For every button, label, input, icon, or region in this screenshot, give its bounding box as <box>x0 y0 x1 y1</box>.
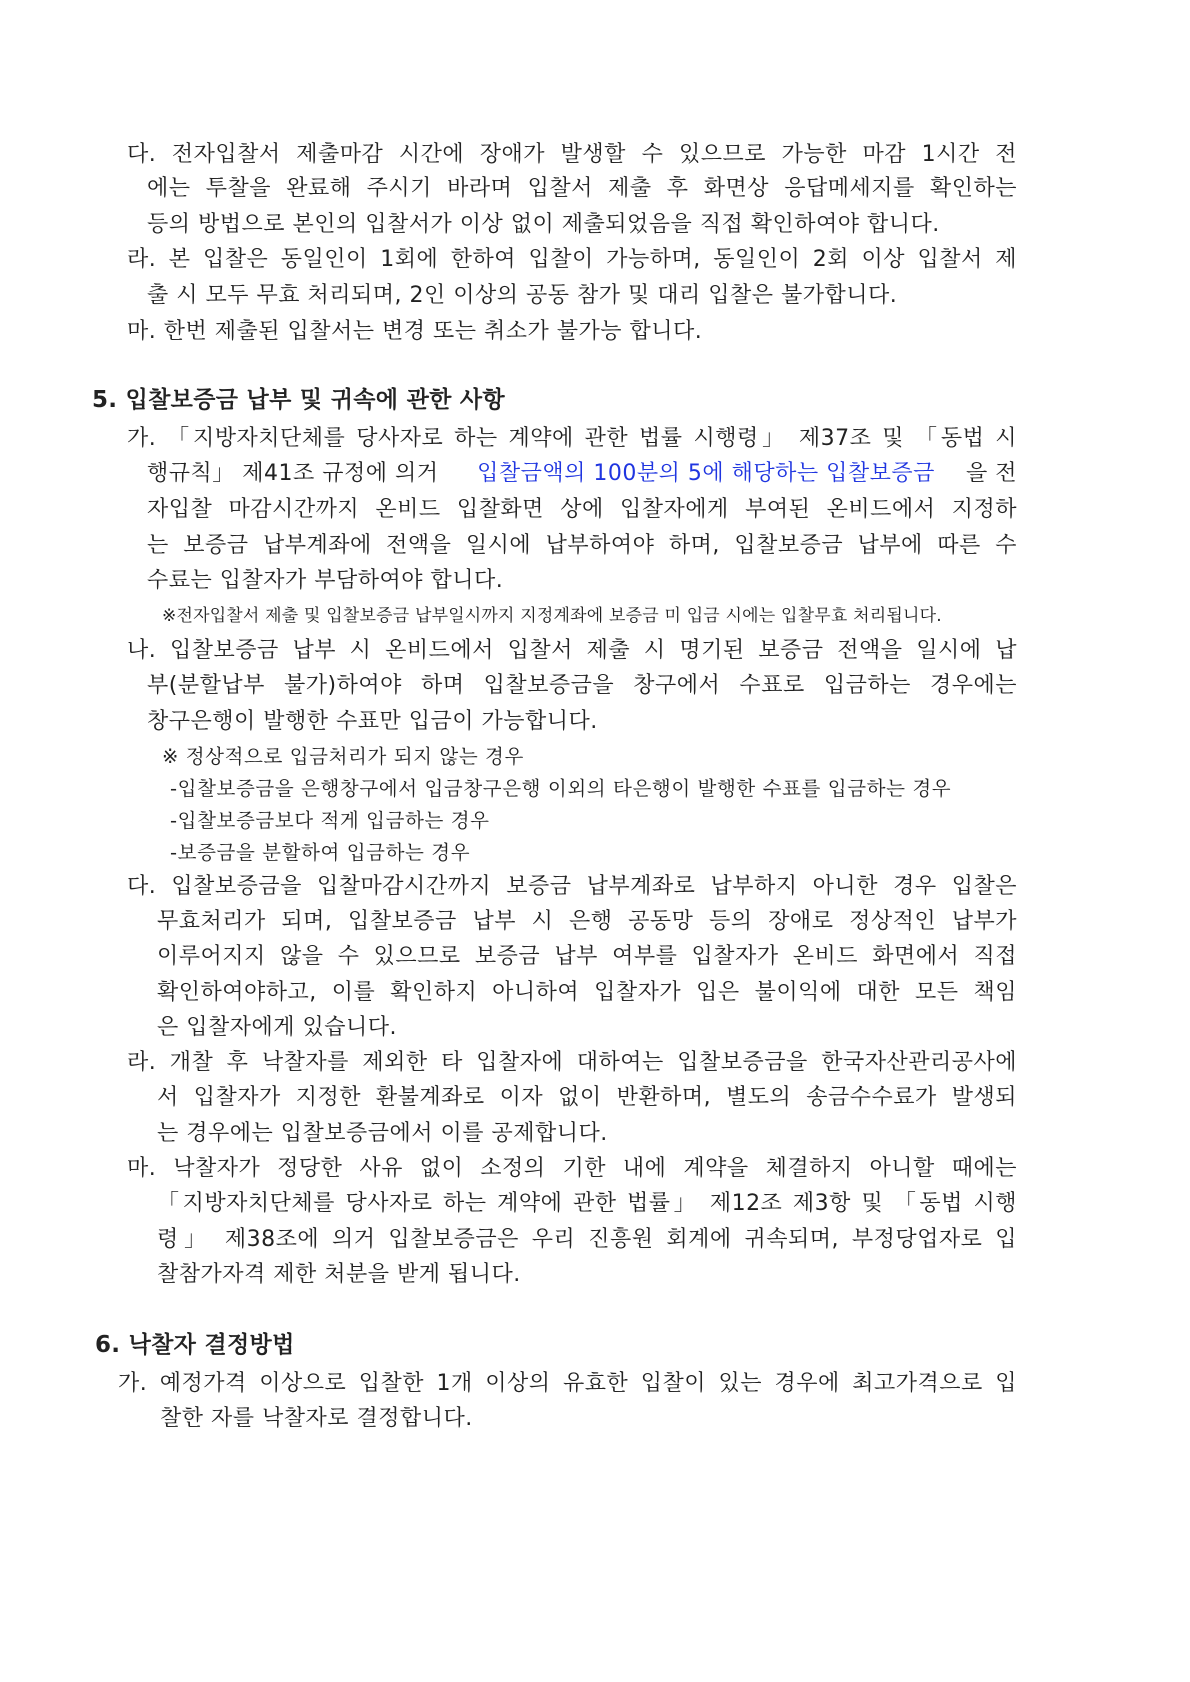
s5-ra-line1: 라. 개찰 후 낙찰자를 제외한 타 입찰자에 대하여는 입찰보증금을 한국자산관리공사에 <box>127 1050 1017 1075</box>
section-heading-6: 6. 낙찰자 결정방법 <box>95 1332 295 1358</box>
s5-da-line5: 은 입찰자에게 있습니다. <box>157 1015 398 1040</box>
s5-da-line2: 무효처리가 되며, 입찰보증금 납부 시 은행 공동망 등의 장애로 정상적인 납부가 <box>157 909 1017 934</box>
s5-da-line4: 확인하여야하고, 이를 확인하지 아니하여 입찰자가 입은 불이익에 대한 모든 책임 <box>157 980 1017 1005</box>
s5-ga-line2-pre: 행규칙」 제41조 규정에 의거 <box>147 461 446 486</box>
item-da-line2: 에는 투찰을 완료해 주시기 바라며 입찰서 제출 후 화면상 응답메세지를 확인하는 <box>147 176 1017 201</box>
s5-ga-line3: 자입찰 마감시간까지 온비드 입찰화면 상에 입찰자에게 부여된 온비드에서 지정하 <box>147 497 1017 522</box>
s5-na-note-2: -입찰보증금보다 적게 입금하는 경우 <box>170 809 490 832</box>
s5-na-note-1: -입찰보증금을 은행창구에서 입금창구은행 이외의 타은행이 발행한 수표를 입금하는 경우 <box>170 777 952 800</box>
s5-ra-line3: 는 경우에는 입찰보증금에서 이를 공제합니다. <box>157 1121 608 1146</box>
s5-ga-line2 <box>147 459 1017 489</box>
s5-ma-line1: 마. 낙찰자가 정당한 사유 없이 소정의 기한 내에 계약을 체결하지 아니할 때에는 <box>127 1156 1017 1181</box>
s5-ga-note: ※전자입찰서 제출 및 입찰보증금 납부일시까지 지정계좌에 보증금 미 입금 시에는 입찰무효 처리됩니다. <box>162 606 942 626</box>
s5-ga-line1: 가. 「지방자치단체를 당사자로 하는 계약에 관한 법률 시행령」 제37조 및 「동법 시 <box>127 426 1017 451</box>
s5-da-line3: 이루어지지 않을 수 있으므로 보증금 납부 여부를 입찰자가 온비드 화면에서 직접 <box>157 944 1017 969</box>
s5-na-line1: 나. 입찰보증금 납부 시 온비드에서 입찰서 제출 시 명기된 보증금 전액을 일시에 납 <box>127 638 1017 663</box>
s5-na-line3: 창구은행이 발행한 수표만 입금이 가능합니다. <box>147 709 598 734</box>
s6-ga-line2: 찰한 자를 낙찰자로 결정합니다. <box>160 1406 473 1431</box>
s5-ra-line2: 서 입찰자가 지정한 환불계좌로 이자 없이 반환하며, 별도의 송금수수료가 발생되 <box>157 1085 1017 1110</box>
s5-ga-line4: 는 보증금 납부계좌에 전액을 일시에 납부하여야 하며, 입찰보증금 납부에 따른 수 <box>147 533 1017 558</box>
s5-na-note-title: ※ 정상적으로 입금처리가 되지 않는 경우 <box>162 745 524 768</box>
s5-ma-line2: 「지방자치단체를 당사자로 하는 계약에 관한 법률」 제12조 제3항 및 「동법 시행 <box>157 1191 1017 1216</box>
s5-na-note-3: -보증금을 분할하여 입금하는 경우 <box>170 841 471 864</box>
item-da-line3: 등의 방법으로 본인의 입찰서가 이상 없이 제출되었음을 직접 확인하여야 합니다. <box>147 212 940 237</box>
s5-da-line1: 다. 입찰보증금을 입찰마감시간까지 보증금 납부계좌로 납부하지 아니한 경우 입찰은 <box>127 874 1017 899</box>
s5-ma-line4: 찰참가자격 제한 처분을 받게 됩니다. <box>157 1262 521 1287</box>
s5-ga-line2-post: 을 전 <box>966 461 1017 486</box>
section-heading-5: 5. 입찰보증금 납부 및 귀속에 관한 사항 <box>92 387 505 413</box>
item-da-line1: 다. 전자입찰서 제출마감 시간에 장애가 발생할 수 있으므로 가능한 마감 1시간 전 <box>127 142 1017 167</box>
s6-ga-line1: 가. 예정가격 이상으로 입찰한 1개 이상의 유효한 입찰이 있는 경우에 최고가격으로 입 <box>118 1371 1017 1396</box>
s5-ga-highlight: 입찰금액의 100분의 5에 해당하는 입찰보증금 <box>477 461 935 486</box>
s5-ga-line5: 수료는 입찰자가 부담하여야 합니다. <box>147 568 504 593</box>
item-ra-line2: 출 시 모두 무효 처리되며, 2인 이상의 공동 참가 및 대리 입찰은 불가합니다. <box>147 283 898 308</box>
s5-na-line2: 부(분할납부 불가)하여야 하며 입찰보증금을 창구에서 수표로 입금하는 경우에는 <box>147 673 1017 698</box>
item-ra-line1: 라. 본 입찰은 동일인이 1회에 한하여 입찰이 가능하며, 동일인이 2회 이상 입찰서 제 <box>127 247 1017 272</box>
item-ma-line1: 마. 한번 제출된 입찰서는 변경 또는 취소가 불가능 합니다. <box>127 319 703 344</box>
s5-ma-line3: 령」 제38조에 의거 입찰보증금은 우리 진흥원 회계에 귀속되며, 부정당업자로 입 <box>157 1227 1017 1252</box>
